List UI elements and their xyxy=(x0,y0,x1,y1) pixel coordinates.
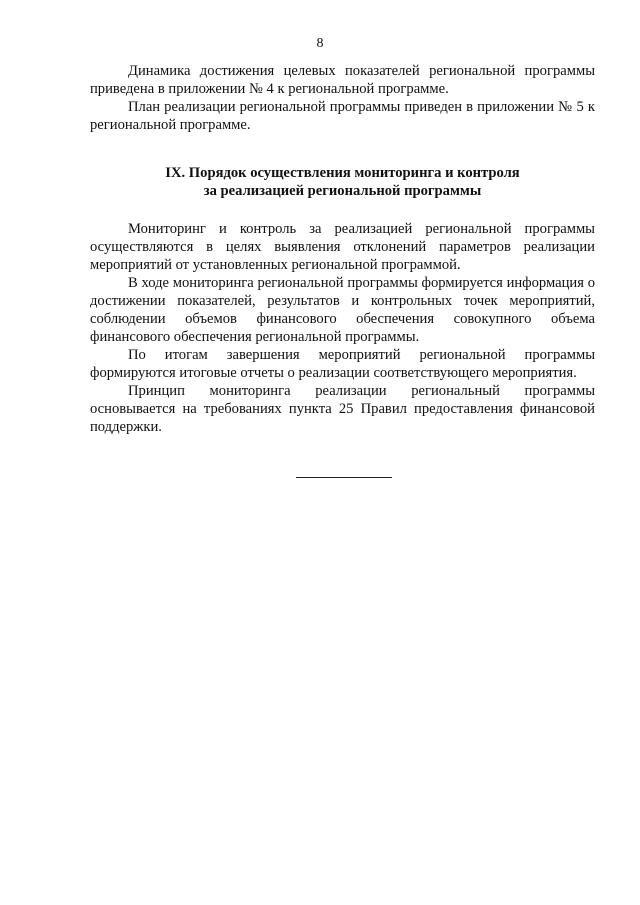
section-heading xyxy=(90,164,595,200)
document-body xyxy=(90,62,595,436)
section-heading-line-1: IX. Порядок осуществления мониторинга и контроля xyxy=(165,165,520,181)
section-heading-line-2: за реализацией региональной программы xyxy=(203,183,482,199)
paragraph-monitoring-information: В ходе мониторинга региональной программы формируется информация о достижении показателей, результатов и контрольных точек мероприятий, соблюдении объемов финансового обеспечения совокупного объема финансового обеспечения региональной программы. xyxy=(90,275,595,345)
paragraph-monitoring-purpose: Мониторинг и контроль за реализацией региональной программы осуществляются в целях выявления отклонений параметров реализации мероприятий от установленных региональной программой. xyxy=(90,221,595,273)
end-separator-line xyxy=(296,477,392,478)
paragraph-final-reports: По итогам завершения мероприятий региональной программы формируются итоговые отчеты о реализации соответствующего мероприятия. xyxy=(90,347,595,381)
paragraph-implementation-plan: План реализации региональной программы приведен в приложении № 5 к региональной программе. xyxy=(90,99,595,133)
paragraph-monitoring-principle: Принцип мониторинга реализации региональный программы основывается на требованиях пункта 25 Правил предоставления финансовой поддержки. xyxy=(90,383,595,435)
page-number: 8 xyxy=(316,36,324,51)
paragraph-indicators-dynamics: Динамика достижения целевых показателей региональной программы приведена в приложении № 4 к региональной программе. xyxy=(90,63,595,97)
